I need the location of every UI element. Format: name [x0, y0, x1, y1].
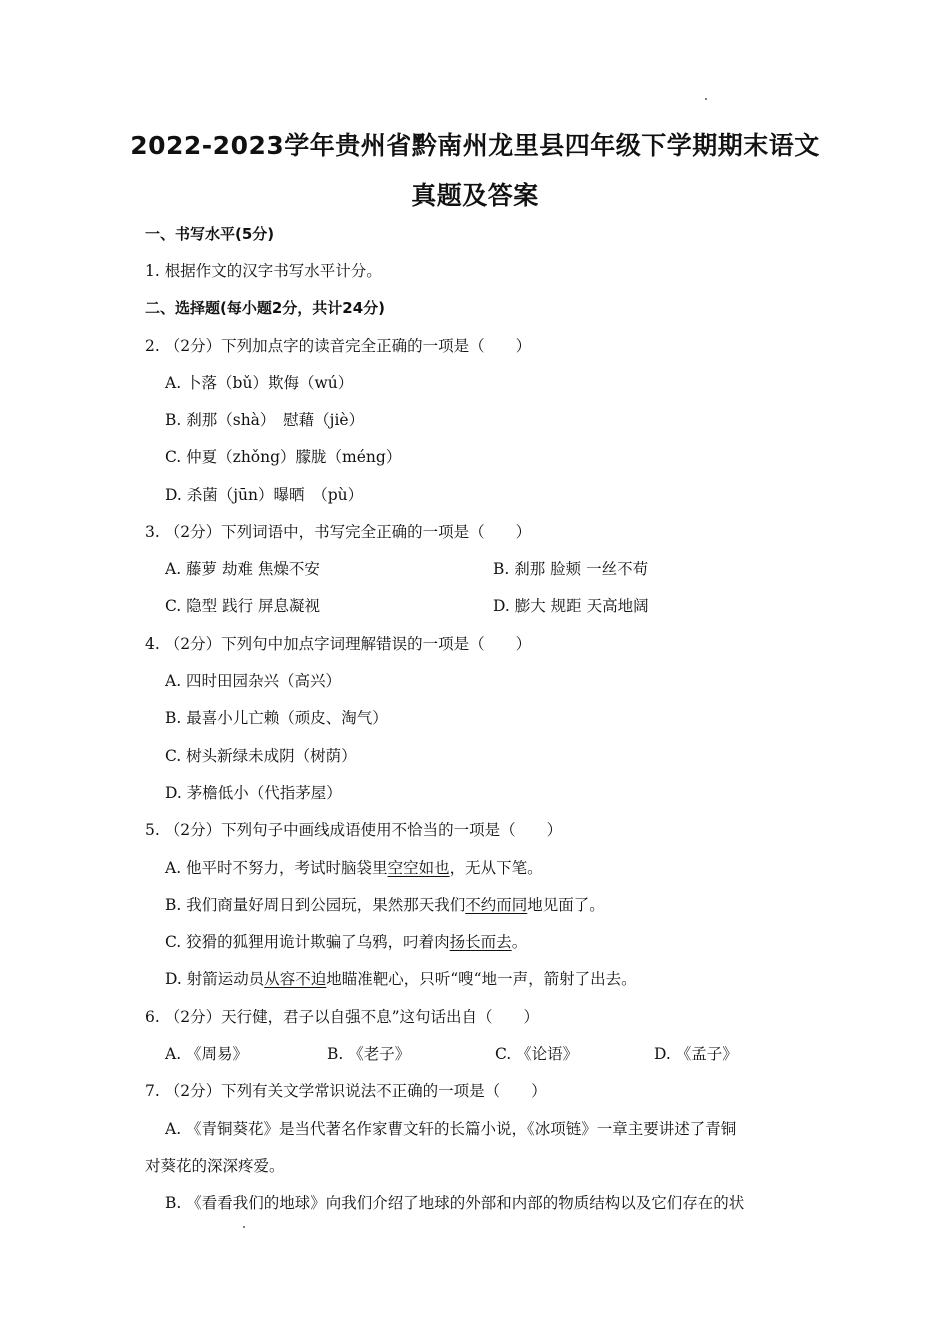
question-2-option-b: B. 刹那（shà） 慰藉（jiè）: [165, 411, 365, 429]
underlined-idiom: 扬长而去: [449, 933, 512, 951]
question-4-option-a: A. 四时田园杂兴（高兴）: [165, 672, 342, 690]
question-2-option-d: D. 杀菌（jūn）曝晒 （pù）: [165, 486, 364, 504]
question-7-option-a-line1: A. 《青铜葵花》是当代著名作家曹文轩的长篇小说，《冰项链》一章主要讲述了青铜: [165, 1120, 737, 1138]
question-1: 1. 根据作文的汉字书写水平计分。: [145, 262, 382, 280]
option-text: 地见面了。: [527, 896, 605, 914]
option-text: C. 狡猾的狐狸用诡计欺骗了乌鸦，叼着肉: [165, 933, 450, 951]
document-title-line1: 2022-2023学年贵州省黔南州龙里县四年级下学期期末语文: [130, 131, 820, 160]
option-text: 地瞄准靶心，只听“嗖“地一声，箭射了出去。: [326, 970, 637, 988]
question-4-stem: 4. （2分）下列句中加点字词理解错误的一项是（ ）: [145, 635, 532, 653]
decorative-dot: [243, 1226, 245, 1228]
question-6-stem: 6. （2分）天行健，君子以自强不息”这句话出自（ ）: [145, 1008, 540, 1026]
decorative-dot: [705, 98, 707, 100]
question-7-option-a-line2: 对葵花的深深疼爱。: [145, 1157, 285, 1175]
question-6-option-c: C. 《论语》: [495, 1045, 579, 1063]
question-3-stem: 3. （2分）下列词语中，书写完全正确的一项是（ ）: [145, 523, 532, 541]
option-text: 。: [511, 933, 528, 951]
question-5-option-d: [165, 969, 637, 989]
document-title-line2: 真题及答案: [411, 181, 539, 210]
question-3-option-b: B. 刹那 脸颊 一丝不苟: [493, 560, 649, 578]
question-7-option-b-line1: B. 《看看我们的地球》向我们介绍了地球的外部和内部的物质结构以及它们存在的状: [165, 1194, 745, 1212]
underlined-idiom: 从容不迫: [264, 970, 327, 988]
underlined-idiom: 不约而同: [465, 896, 528, 914]
question-6-option-b: B. 《老子》: [327, 1045, 411, 1063]
question-2-option-a: A. 卜落（bǔ）欺侮（wú）: [165, 374, 354, 392]
question-4-option-b: B. 最喜小儿亡赖（顽皮、淘气）: [165, 709, 388, 727]
question-4-option-c: C. 树头新绿未成阴（树荫）: [165, 747, 357, 765]
question-2-stem: 2. （2分）下列加点字的读音完全正确的一项是（ ）: [145, 337, 532, 355]
option-text: A. 他平时不努力，考试时脑袋里: [165, 859, 388, 877]
question-7-stem: 7. （2分）下列有关文学常识说法不正确的一项是（ ）: [145, 1082, 547, 1100]
question-3-option-c: C. 隐型 践行 屏息凝视: [165, 597, 321, 615]
question-3-option-a: A. 藤萝 劫难 焦燥不安: [165, 560, 320, 578]
question-5-stem: 5. （2分）下列句子中画线成语使用不恰当的一项是（ ）: [145, 821, 563, 839]
section-heading-choice: 二、选择题(每小题2分，共计24分): [145, 299, 386, 317]
question-4-option-d: D. 茅檐低小（代指茅屋）: [165, 784, 342, 802]
option-text: B. 我们商量好周日到公园玩，果然那天我们: [165, 896, 466, 914]
question-5-option-c: [165, 932, 527, 952]
question-5-option-b: [165, 895, 605, 915]
section-heading-writing: 一、书写水平(5分): [145, 225, 275, 243]
question-5-option-a: [165, 858, 543, 878]
option-text: ，无从下笔。: [449, 859, 543, 877]
question-6-option-a: A. 《周易》: [165, 1045, 249, 1063]
underlined-idiom: 空空如也: [387, 859, 450, 877]
option-text: D. 射箭运动员: [165, 970, 265, 988]
question-2-option-c: C. 仲夏（zhǒng）朦胧（méng）: [165, 448, 402, 466]
question-6-option-d: D. 《孟子》: [654, 1045, 738, 1063]
question-3-option-d: D. 膨大 规距 天高地阔: [493, 597, 649, 615]
